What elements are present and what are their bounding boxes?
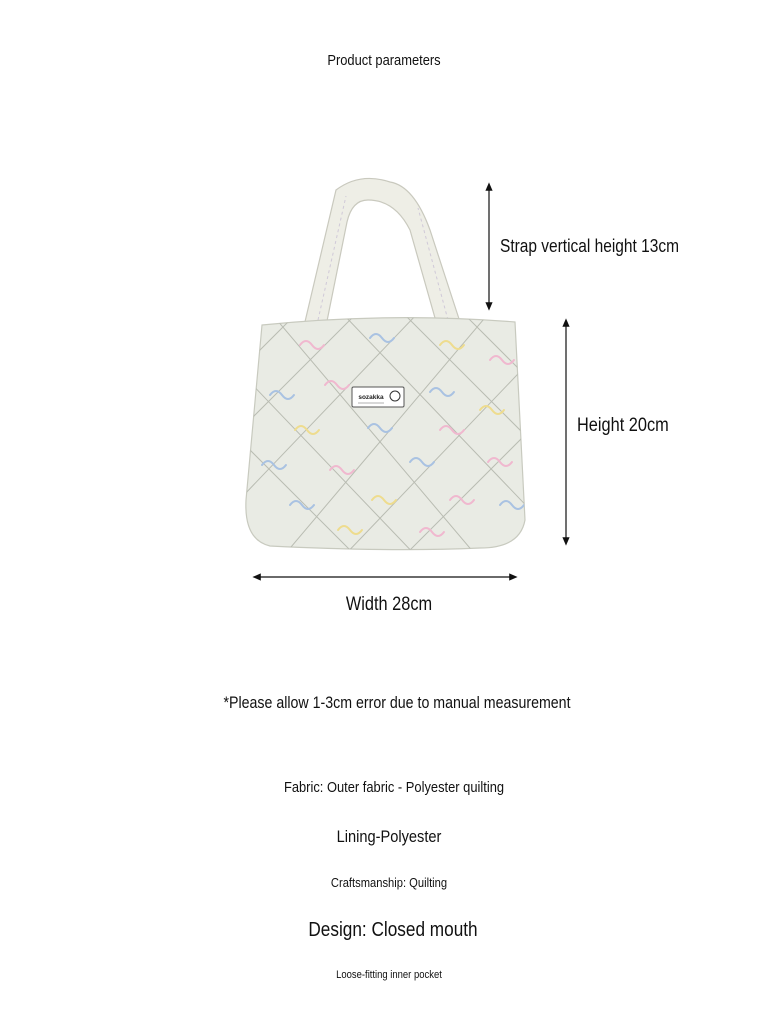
- page-title: Product parameters: [327, 52, 441, 69]
- bag-body: [200, 290, 560, 560]
- bag-handle: [304, 178, 461, 326]
- measurement-note: *Please allow 1-3cm error due to manual measurement: [223, 694, 571, 712]
- brand-tag: [352, 387, 404, 407]
- spec-lining: Lining-Polyester: [336, 827, 442, 846]
- spec-craftsmanship: Craftsmanship: Quilting: [330, 875, 448, 890]
- spec-design: Design: Closed mouth: [308, 919, 478, 941]
- spec-pocket: Loose-fitting inner pocket: [336, 969, 442, 981]
- spec-fabric: Fabric: Outer fabric - Polyester quilting: [283, 779, 505, 796]
- brand-tag-text: sozakka: [358, 394, 384, 401]
- strap-height-label: Strap vertical height 13cm: [500, 236, 679, 256]
- width-label: Width 28cm: [345, 594, 433, 615]
- height-label: Height 20cm: [577, 415, 669, 436]
